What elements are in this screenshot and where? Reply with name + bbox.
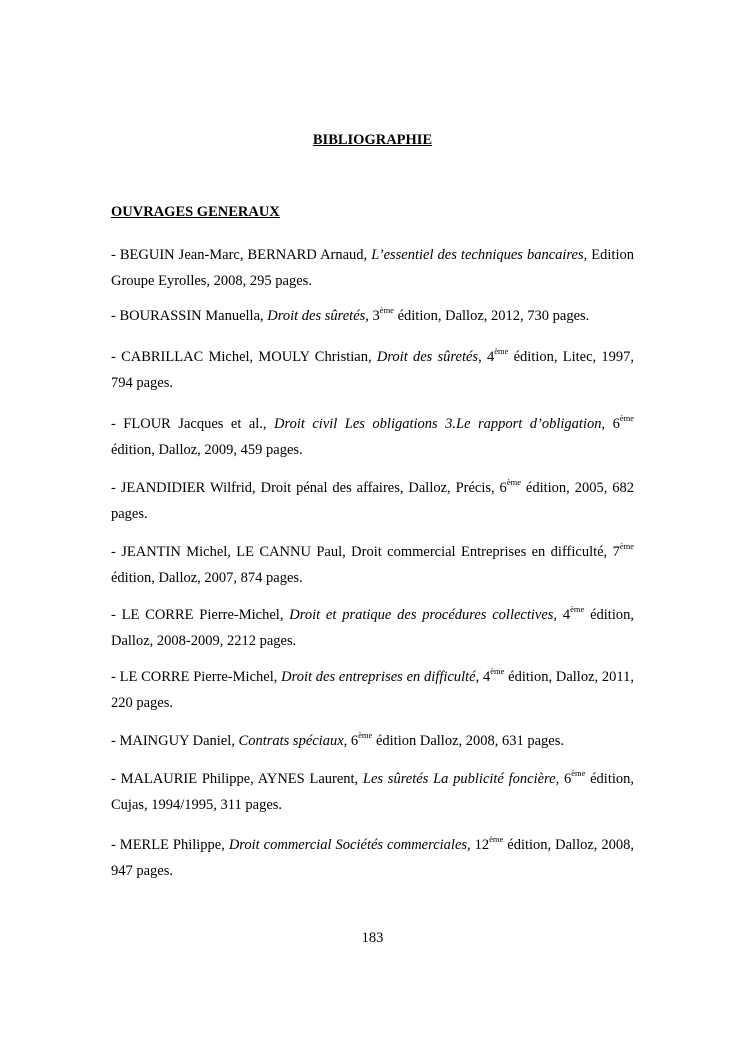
entry-authors: - BEGUIN Jean-Marc, BERNARD Arnaud,: [111, 247, 372, 263]
bibliography-entry: [111, 766, 634, 818]
bibliography-entry: [111, 344, 634, 396]
entry-publication: édition, Cujas, 1994/1995, 311 pages.: [111, 771, 635, 813]
entry-publication: édition, Dalloz, 2011, 220 pages.: [111, 669, 634, 711]
entry-authors: - MERLE Philippe,: [111, 837, 229, 853]
bibliography-entry: [111, 539, 634, 591]
entry-publication: édition, Dalloz, 2007, 874 pages.: [111, 570, 303, 586]
entry-title: Droit commercial Sociétés commerciales,: [228, 837, 471, 853]
entry-title: Droit des sûretés: [376, 349, 479, 365]
entry-title: Droit des entreprises en difficulté: [281, 669, 476, 685]
entry-ordinal: ème: [494, 346, 509, 356]
entry-publication: édition, Dalloz, 2008, 947 pages.: [111, 837, 634, 879]
entry-authors: - JEANTIN Michel, LE CANNU Paul, Droit commercial Entreprises en difficulté, 7: [111, 544, 620, 560]
page-title: BIBLIOGRAPHIE: [312, 132, 433, 148]
entry-title: Droit civil Les obligations 3.Le rapport d’obligation: [274, 416, 602, 432]
entry-authors: - LE CORRE Pierre-Michel,: [111, 607, 290, 623]
entry-title: Droit des sûretés,: [267, 308, 369, 324]
entry-details: , 6: [555, 771, 572, 787]
bibliography-entry: [111, 242, 634, 294]
entry-authors: - JEANDIDIER Wilfrid, Droit pénal des affaires, Dalloz, Précis, 6: [111, 480, 507, 496]
entry-authors: - FLOUR Jacques et al.,: [111, 416, 275, 432]
entry-publication: édition, Litec, 1997, 794 pages.: [111, 349, 634, 391]
entry-details: , 4: [478, 349, 495, 365]
entry-publication: édition, Dalloz, 2009, 459 pages.: [111, 442, 303, 458]
entry-details: , 6: [343, 733, 359, 749]
bibliography-entry: [111, 602, 634, 654]
entry-ordinal: ème: [490, 666, 505, 676]
entry-ordinal: ème: [379, 305, 394, 315]
entry-ordinal: ème: [358, 730, 373, 740]
entry-publication: édition Dalloz, 2008, 631 pages.: [372, 733, 565, 749]
entry-authors: - MAINGUY Daniel,: [111, 733, 239, 749]
bibliography-entry: [111, 303, 634, 329]
page-number: 183: [361, 930, 384, 946]
entry-ordinal: ème: [571, 768, 586, 778]
bibliography-entry: [111, 664, 634, 716]
entry-ordinal: ème: [619, 413, 635, 423]
entry-details: , 6: [601, 416, 620, 432]
entry-ordinal: ème: [489, 834, 504, 844]
entry-publication: édition, Dalloz, 2008-2009, 2212 pages.: [111, 607, 634, 649]
entry-details: , Edition Groupe Eyrolles, 2008, 295 pages.: [111, 247, 634, 289]
entry-authors: - LE CORRE Pierre-Michel,: [111, 669, 282, 685]
entry-publication: édition, Dalloz, 2012, 730 pages.: [393, 308, 590, 324]
entry-publication: édition, 2005, 682 pages.: [111, 480, 634, 522]
entry-authors: - MALAURIE Philippe, AYNES Laurent,: [111, 771, 363, 787]
section-heading: OUVRAGES GENERAUX: [111, 204, 280, 220]
bibliography-entry: [111, 728, 634, 754]
bibliography-entry: [111, 832, 634, 884]
entry-details: 3: [368, 308, 380, 324]
entry-details: , 4: [475, 669, 491, 685]
entry-ordinal: ème: [570, 604, 585, 614]
entry-authors: - CABRILLAC Michel, MOULY Christian,: [111, 349, 377, 365]
entry-title: Droit et pratique des procédures collectives: [289, 607, 554, 623]
bibliography-entry: [111, 411, 634, 463]
entry-title: L’essentiel des techniques bancaires: [371, 247, 584, 263]
entry-ordinal: ème: [619, 541, 634, 551]
entry-ordinal: ème: [506, 477, 521, 487]
entry-title: Contrats spéciaux: [238, 733, 344, 749]
entry-details: 12: [470, 837, 490, 853]
entry-authors: - BOURASSIN Manuella,: [111, 308, 268, 324]
bibliography-entry: [111, 475, 634, 527]
entry-title: Les sûretés La publicité foncière: [362, 771, 556, 787]
entry-details: , 4: [553, 607, 571, 623]
